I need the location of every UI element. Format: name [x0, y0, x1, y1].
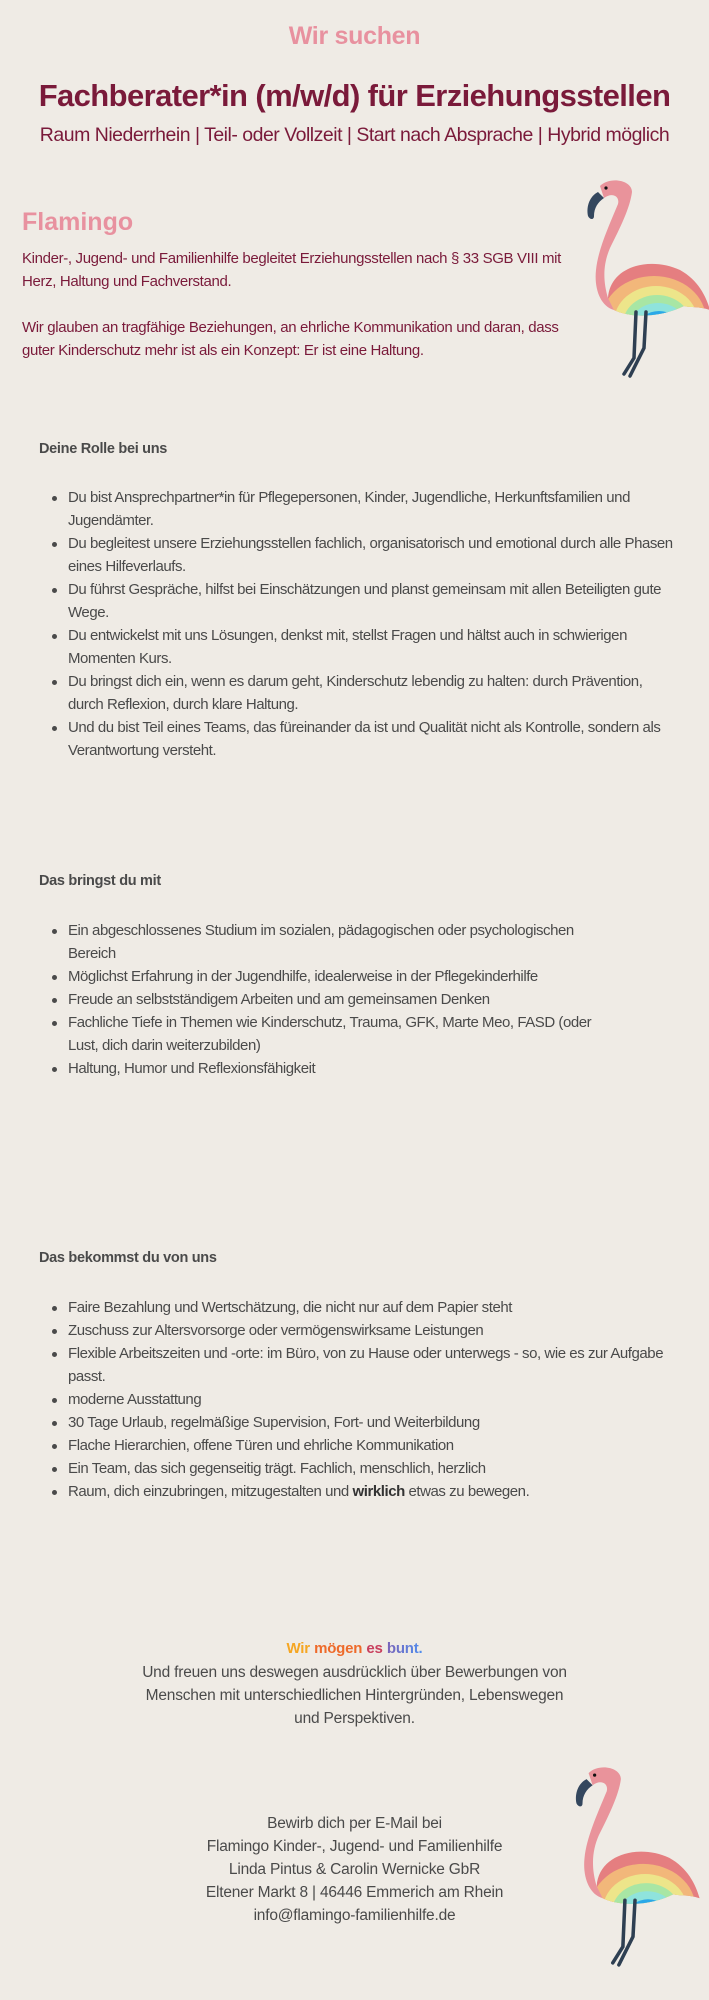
contact-line: Eltener Markt 8 | 46446 Emmerich am Rhein — [205, 1884, 504, 1901]
contact-line: Linda Pintus & Carolin Wernicke GbR — [228, 1861, 481, 1878]
bullet-icon — [52, 1067, 57, 1072]
flamingo-icon — [580, 178, 709, 388]
section-heading-benefits: Das bekommst du von uns — [39, 1250, 217, 1266]
list-item — [50, 532, 675, 578]
bullet-icon — [52, 634, 57, 639]
bullet-icon — [52, 1306, 57, 1311]
kicker-heading: Wir suchen — [288, 22, 421, 50]
headline-word: mögen — [314, 1640, 363, 1657]
bullet-icon — [52, 1352, 57, 1357]
list-item — [50, 1057, 595, 1080]
headline-word: bunt. — [386, 1640, 423, 1657]
list-item — [50, 624, 675, 670]
contact-line: Bewirb dich per E-Mail bei — [267, 1815, 442, 1832]
section-heading-role: Deine Rolle bei uns — [39, 441, 168, 457]
list-item — [50, 1388, 675, 1411]
list-item-text: Faire Bezahlung und Wertschätzung, die nicht nur auf dem Papier steht — [68, 1299, 512, 1316]
list-item-text: Ein abgeschlossenes Studium im sozialen, pädagogischen oder psychologischen Bereich — [68, 922, 574, 962]
list-item-text: Du entwickelst mit uns Lösungen, denkst mit, stellst Fragen und hältst auch in schwierigen Momenten Kurs. — [68, 627, 627, 667]
list-item-text: Haltung, Humor und Reflexionsfähigkeit — [68, 1060, 316, 1077]
intro-paragraph: Wir glauben an tragfähige Beziehungen, an ehrliche Kommunikation und daran, dass guter Kinderschutz mehr ist als ein Konzept: Er ist eine Haltung. — [22, 319, 559, 359]
list-item-text: moderne Ausstattung — [68, 1391, 202, 1408]
flamingo-icon — [568, 1765, 700, 1977]
list-item — [50, 716, 675, 762]
headline-word: Wir — [286, 1640, 310, 1657]
benefits-list — [50, 1296, 675, 1503]
text-line: Und freuen uns deswegen ausdrücklich über Bewerbungen von — [142, 1664, 567, 1681]
list-item-text: Raum, dich einzubringen, mitzugestalten und — [68, 1483, 353, 1500]
emphasis-text: wirklich — [352, 1483, 405, 1500]
bullet-icon — [52, 680, 57, 685]
list-item — [50, 670, 675, 716]
list-item — [50, 919, 595, 965]
headline-word: es — [366, 1640, 383, 1657]
list-item-text: Du führst Gespräche, hilfst bei Einschätzungen und planst gemeinsam mit allen Beteiligten gute Wege. — [68, 581, 662, 621]
list-item-text: Möglichst Erfahrung in der Jugendhilfe, idealerweise in der Pflegekinderhilfe — [68, 968, 538, 985]
list-item — [50, 965, 595, 988]
list-item-text: Ein Team, das sich gegenseitig trägt. Fachlich, menschlich, herzlich — [68, 1460, 486, 1477]
list-item — [50, 578, 675, 624]
diversity-headline — [0, 1640, 709, 1657]
bullet-icon — [52, 542, 57, 547]
bullet-icon — [52, 1421, 57, 1426]
intro-paragraph: Kinder-, Jugend- und Familienhilfe begleitet Erziehungsstellen nach § 33 SGB VIII mit Herz, Haltung und Fachverstand. — [22, 250, 561, 290]
bullet-icon — [52, 998, 57, 1003]
list-item — [50, 1296, 675, 1319]
list-item-text: Freude an selbstständigem Arbeiten und am gemeinsamen Denken — [68, 991, 490, 1008]
list-item — [50, 1434, 675, 1457]
contact-email[interactable]: info@flamingo-familienhilfe.de — [253, 1907, 456, 1924]
list-item-text: 30 Tage Urlaub, regelmäßige Supervision, Fort- und Weiterbildung — [68, 1414, 480, 1431]
bullet-icon — [52, 1021, 57, 1026]
list-item-text: Du bringst dich ein, wenn es darum geht, Kinderschutz lebendig zu halten: durch Prävention, durch Reflexion, durch klare Haltung. — [68, 673, 643, 713]
bullet-icon — [52, 929, 57, 934]
bullet-icon — [52, 975, 57, 980]
role-list — [50, 486, 675, 762]
list-item-text: Zuschuss zur Altersvorsorge oder vermögenswirksame Leistungen — [68, 1322, 484, 1339]
bullet-icon — [52, 496, 57, 501]
section-heading-requirements: Das bringst du mit — [39, 873, 161, 889]
list-item-text: Du begleitest unsere Erziehungsstellen fachlich, organisatorisch und emotional durch alle Phasen eines Hilfeverlaufs. — [68, 535, 673, 575]
bullet-icon — [52, 726, 57, 731]
list-item-text: Flexible Arbeitszeiten und -orte: im Büro, von zu Hause oder unterwegs - so, wie es zur Aufgabe passt. — [68, 1345, 664, 1385]
list-item-text: Fachliche Tiefe in Themen wie Kinderschutz, Trauma, GFK, Marte Meo, FASD (oder Lust, dich darin weiterzubilden) — [68, 1014, 592, 1054]
list-item — [50, 1480, 675, 1503]
bullet-icon — [52, 1490, 57, 1495]
list-item — [50, 1319, 675, 1342]
list-item — [50, 1411, 675, 1434]
bullet-icon — [52, 588, 57, 593]
list-item — [50, 1342, 675, 1388]
list-item — [50, 1011, 595, 1057]
bullet-icon — [52, 1398, 57, 1403]
list-item-text: Du bist Ansprechpartner*in für Pflegepersonen, Kinder, Jugendliche, Herkunftsfamilien und Jugendämter. — [68, 489, 630, 529]
list-item-text: etwas zu bewegen. — [404, 1483, 530, 1500]
text-line: und Perspektiven. — [294, 1710, 415, 1727]
bullet-icon — [52, 1329, 57, 1334]
contact-line: Flamingo Kinder-, Jugend- und Familienhilfe — [206, 1838, 503, 1855]
bullet-icon — [52, 1444, 57, 1449]
list-item-text: Und du bist Teil eines Teams, das füreinander da ist und Qualität nicht als Kontrolle, sondern als Verantwortung versteht. — [68, 719, 661, 759]
page-subtitle: Raum Niederrhein | Teil- oder Vollzeit | Start nach Absprache | Hybrid möglich — [39, 124, 670, 146]
page-title: Fachberater*in (m/w/d) für Erziehungsstellen — [38, 78, 671, 113]
bullet-icon — [52, 1467, 57, 1472]
brand-name: Flamingo — [22, 208, 134, 236]
list-item — [50, 486, 675, 532]
diversity-paragraph — [0, 1661, 709, 1730]
list-item-text: Flache Hierarchien, offene Türen und ehrliche Kommunikation — [68, 1437, 454, 1454]
text-line: Menschen mit unterschiedlichen Hintergründen, Lebenswegen — [145, 1687, 564, 1704]
list-item — [50, 1457, 675, 1480]
requirements-list — [50, 919, 595, 1080]
list-item — [50, 988, 595, 1011]
